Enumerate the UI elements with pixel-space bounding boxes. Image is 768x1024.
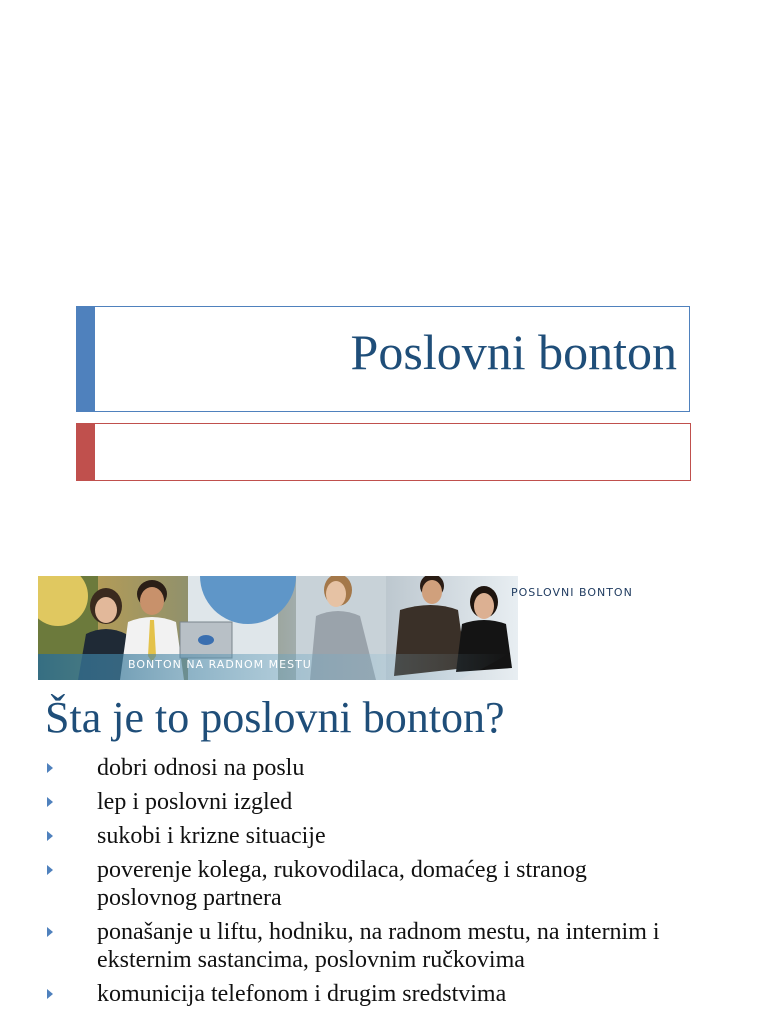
slide-heading: Šta je to poslovni bonton? xyxy=(45,693,505,742)
triangle-bullet-icon xyxy=(47,989,53,999)
list-item-text: poverenje kolega, rukovodilaca, domaćeg i stranog poslovnog partnera xyxy=(97,857,587,911)
list-item xyxy=(44,918,684,974)
triangle-bullet-icon xyxy=(47,797,53,807)
list-item-text: ponašanje u liftu, hodniku, na radnom mestu, na internim i eksternim sastancima, poslovnim ručkovima xyxy=(97,919,660,973)
bullet-list xyxy=(44,754,684,1014)
subtitle-placeholder xyxy=(76,423,691,481)
banner-tagline: POSLOVNI BONTON xyxy=(511,586,633,599)
triangle-bullet-icon xyxy=(47,865,53,875)
list-item-text: komunicija telefonom i drugim sredstvima xyxy=(97,981,507,1007)
list-item-text: sukobi i krizne situacije xyxy=(97,823,326,849)
triangle-bullet-icon xyxy=(47,831,53,841)
triangle-bullet-icon xyxy=(47,927,53,937)
list-item xyxy=(44,788,684,816)
list-item xyxy=(44,856,684,912)
banner-image xyxy=(38,576,638,680)
list-item-text: lep i poslovni izgled xyxy=(97,789,293,815)
list-item xyxy=(44,980,684,1008)
title-accent-bar xyxy=(76,306,95,412)
slide-title: Poslovni bonton xyxy=(350,324,677,380)
subtitle-accent-bar xyxy=(76,423,95,481)
list-item xyxy=(44,754,684,782)
list-item xyxy=(44,822,684,850)
list-item-text: dobri odnosi na poslu xyxy=(97,755,305,781)
banner-caption: BONTON NA RADNOM MESTU xyxy=(128,658,312,671)
triangle-bullet-icon xyxy=(47,763,53,773)
title-placeholder xyxy=(76,306,690,412)
